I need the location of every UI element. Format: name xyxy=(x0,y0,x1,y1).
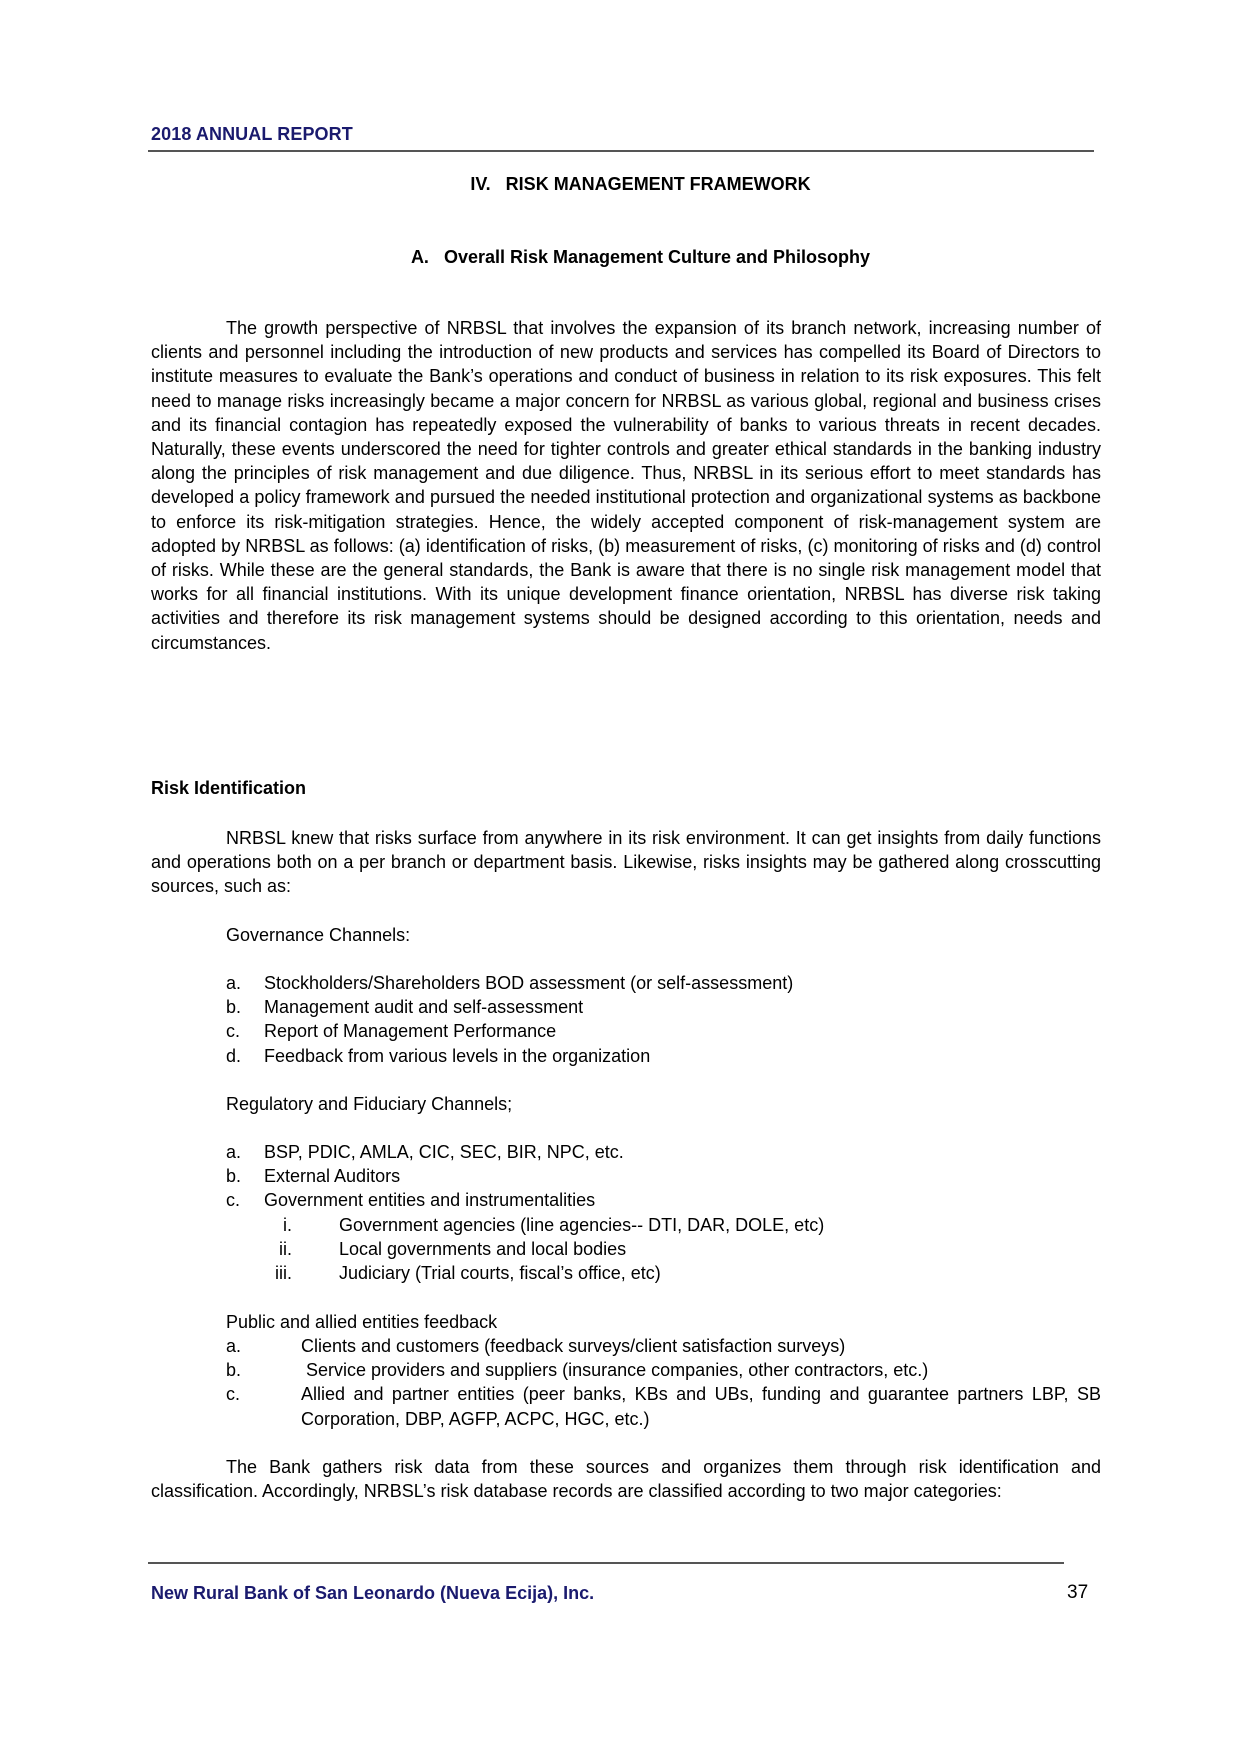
list-item xyxy=(226,1044,1086,1068)
list-marker: b. xyxy=(226,1166,242,1187)
subsection-title: A. Overall Risk Management Culture and Philosophy xyxy=(410,247,871,267)
sub-list-marker: i. xyxy=(283,1214,292,1235)
report-header-title: 2018 ANNUAL REPORT xyxy=(151,124,353,144)
intro-paragraph-text: The growth perspective of NRBSL that involves the expansion of its branch network, increasing number of clients and personnel including the introduction of new products and services has compelled its Board of Directors to institute measures to evaluate the Bank’s operations and conduct of business in relation to its risk exposures. This felt need to manage risks increasingly became a major concern for NRBSL as various global, regional and business crises and its financial contagion has repeatedly exposed the vulnerability of banks to various threats in recent decades. Naturally, these events underscored the need for tighter controls and greater ethical standards in the banking industry along the principles of risk management and due diligence. Thus, NRBSL in its serious effort to meet standards has developed a policy framework and pursued the needed institutional protection and organizational systems as backbone to enforce its risk-mitigation strategies. Hence, the widely accepted component of risk-management system are adopted by NRBSL as follows: (a) identification of risks, (b) measurement of risks, (c) monitoring of risks and (d) control of risks. While these are the general standards, the Bank is aware that there is no single risk management model that works for all financial institutions. With its unique development finance orientation, NRBSL has diverse risk taking activities and therefore its risk management systems should be designed according to this orientation, needs and circumstances. xyxy=(151,318,1101,653)
governance-channels-list xyxy=(226,971,1086,1068)
list-item-text: Clients and customers (feedback surveys/client satisfaction surveys) xyxy=(301,1336,846,1356)
regulatory-channels-list xyxy=(226,1140,1086,1285)
footer-organization: New Rural Bank of San Leonardo (Nueva Ecija), Inc. xyxy=(151,1583,595,1603)
public-entities-label: Public and allied entities feedback xyxy=(226,1312,498,1332)
sub-list-marker: ii. xyxy=(279,1238,292,1259)
list-item-text: BSP, PDIC, AMLA, CIC, SEC, BIR, NPC, etc. xyxy=(264,1142,624,1162)
list-item xyxy=(226,1140,1086,1164)
list-item xyxy=(226,1382,1101,1430)
sub-list-item xyxy=(226,1261,1086,1285)
list-item xyxy=(226,1358,1101,1382)
intro-paragraph xyxy=(151,316,1101,655)
footer-divider xyxy=(148,1562,1064,1564)
public-entities-list xyxy=(226,1334,1101,1431)
list-item xyxy=(226,1334,1101,1358)
risk-identification-heading: Risk Identification xyxy=(151,778,307,798)
list-marker: a. xyxy=(226,973,242,993)
closing-paragraph xyxy=(151,1455,1101,1503)
list-item xyxy=(226,1164,1086,1188)
header-divider xyxy=(148,150,1094,152)
list-item xyxy=(226,971,1086,995)
list-item-text: Stockholders/Shareholders BOD assessment (or self-assessment) xyxy=(264,973,794,993)
governance-channels-label: Governance Channels: xyxy=(226,925,411,945)
list-marker: a. xyxy=(226,1142,242,1162)
list-marker: a. xyxy=(226,1336,242,1356)
sub-list-item xyxy=(226,1213,1086,1237)
regulatory-channels-label: Regulatory and Fiduciary Channels; xyxy=(226,1094,513,1114)
list-marker: b. xyxy=(226,1360,242,1381)
list-item-text: Management audit and self-assessment xyxy=(264,997,584,1018)
list-item-text: External Auditors xyxy=(264,1166,401,1187)
risk-identification-intro xyxy=(151,826,1101,899)
list-item-text: Feedback from various levels in the organization xyxy=(264,1045,651,1066)
list-marker: b. xyxy=(226,997,242,1018)
sub-list-item xyxy=(226,1237,1086,1261)
page-number: 37 xyxy=(1067,1582,1089,1603)
section-title: IV. RISK MANAGEMENT FRAMEWORK xyxy=(470,174,811,194)
list-marker: c. xyxy=(226,1190,241,1211)
sub-list-item-text: Government agencies (line agencies-- DTI, DAR, DOLE, etc) xyxy=(339,1214,825,1235)
list-marker: c. xyxy=(226,1384,241,1405)
risk-identification-intro-text: NRBSL knew that risks surface from anywhere in its risk environment. It can get insights from daily functions and operations both on a per branch or department basis. Likewise, risks insights may be gathered along crosscutting sources, such as: xyxy=(151,828,1101,897)
list-marker: d. xyxy=(226,1045,242,1066)
closing-paragraph-text: The Bank gathers risk data from these sources and organizes them through risk identification and classification. Accordingly, NRBSL’s risk database records are classified according to two major categories: xyxy=(151,1457,1101,1502)
list-item-text: Allied and partner entities (peer banks, KBs and UBs, funding and guarantee partners LBP, SB Corporation, DBP, AGFP, ACPC, HGC, etc.) xyxy=(301,1384,1101,1429)
sub-list-item-text: Judiciary (Trial courts, fiscal’s office, etc) xyxy=(339,1263,661,1284)
sub-list-item-text: Local governments and local bodies xyxy=(339,1238,627,1259)
list-marker: c. xyxy=(226,1021,241,1042)
list-item xyxy=(226,1019,1086,1043)
list-item-text: Service providers and suppliers (insurance companies, other contractors, etc.) xyxy=(301,1360,929,1381)
sub-list-marker: iii. xyxy=(275,1263,292,1284)
list-item xyxy=(226,995,1086,1019)
list-item-text: Government entities and instrumentalities xyxy=(264,1190,596,1211)
list-item xyxy=(226,1188,1086,1212)
list-item-text: Report of Management Performance xyxy=(264,1021,557,1042)
